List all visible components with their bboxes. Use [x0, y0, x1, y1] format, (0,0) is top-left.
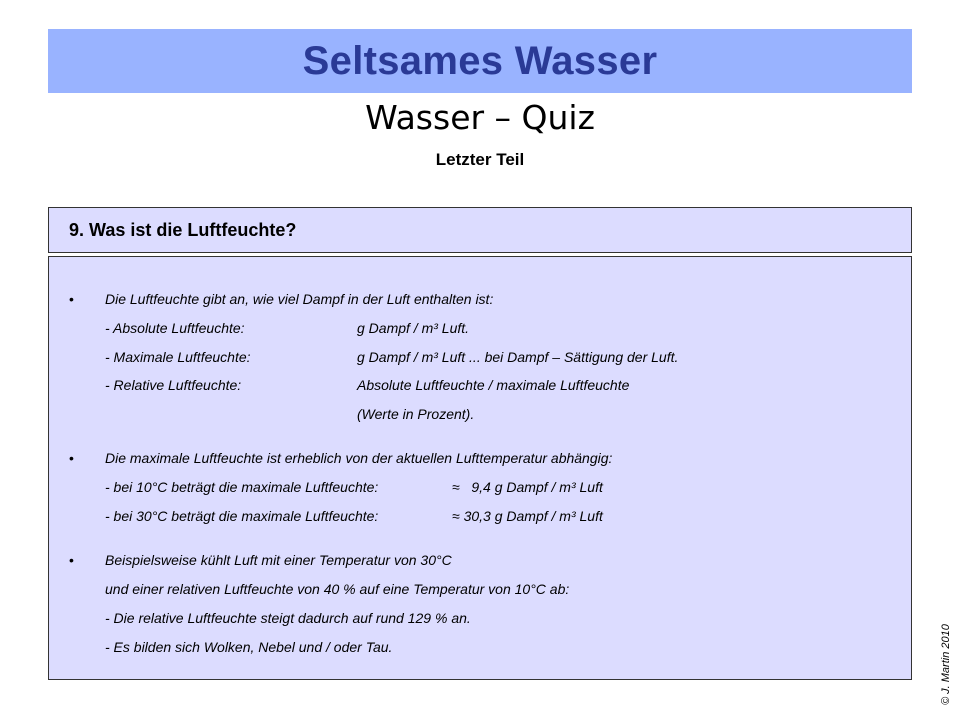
- block3-line4: - Es bilden sich Wolken, Nebel und / oder Tau.: [105, 639, 393, 655]
- answer-box: [48, 256, 912, 680]
- block1-row2-label: - Maximale Luftfeuchte:: [105, 349, 251, 365]
- block1-row3-label: - Relative Luftfeuchte:: [105, 377, 242, 393]
- block1-row3-note: (Werte in Prozent).: [357, 406, 475, 422]
- block1-row1-label: - Absolute Luftfeuchte:: [105, 320, 245, 336]
- part-label: Letzter Teil: [435, 150, 525, 169]
- block2-intro: Die maximale Luftfeuchte ist erheblich von der aktuellen Lufttemperatur abhängig:: [105, 450, 613, 466]
- block1-intro: Die Luftfeuchte gibt an, wie viel Dampf in der Luft enthalten ist:: [105, 291, 494, 307]
- question-box: [48, 207, 912, 253]
- title-banner: [48, 29, 912, 93]
- bullet-3: •: [69, 552, 74, 568]
- block2-row1-value: ≈ 9,4 g Dampf / m³ Luft: [452, 479, 603, 495]
- block2-row1-label: - bei 10°C beträgt die maximale Luftfeuchte:: [105, 479, 379, 495]
- block2-row2-value: ≈ 30,3 g Dampf / m³ Luft: [452, 508, 603, 524]
- block3-line2: und einer relativen Luftfeuchte von 40 % auf eine Temperatur von 10°C ab:: [105, 581, 570, 597]
- block1-row1-value: g Dampf / m³ Luft.: [357, 320, 470, 336]
- block1-row3-value: Absolute Luftfeuchte / maximale Luftfeuchte: [357, 377, 630, 393]
- block1-row2-value: g Dampf / m³ Luft ... bei Dampf – Sättigung der Luft.: [357, 349, 679, 365]
- bullet-2: •: [69, 450, 74, 466]
- bullet-1: •: [69, 291, 74, 307]
- quiz-subtitle: Wasser – Quiz: [365, 98, 595, 137]
- block3-line1: Beispielsweise kühlt Luft mit einer Temperatur von 30°C: [105, 552, 452, 568]
- block3-line3: - Die relative Luftfeuchte steigt dadurch auf rund 129 % an.: [105, 610, 471, 626]
- question-text: 9. Was ist die Luftfeuchte?: [69, 220, 297, 240]
- banner-title: Seltsames Wasser: [302, 38, 658, 83]
- block2-row2-label: - bei 30°C beträgt die maximale Luftfeuchte:: [105, 508, 379, 524]
- copyright-text: © J. Martin 2010: [940, 624, 952, 705]
